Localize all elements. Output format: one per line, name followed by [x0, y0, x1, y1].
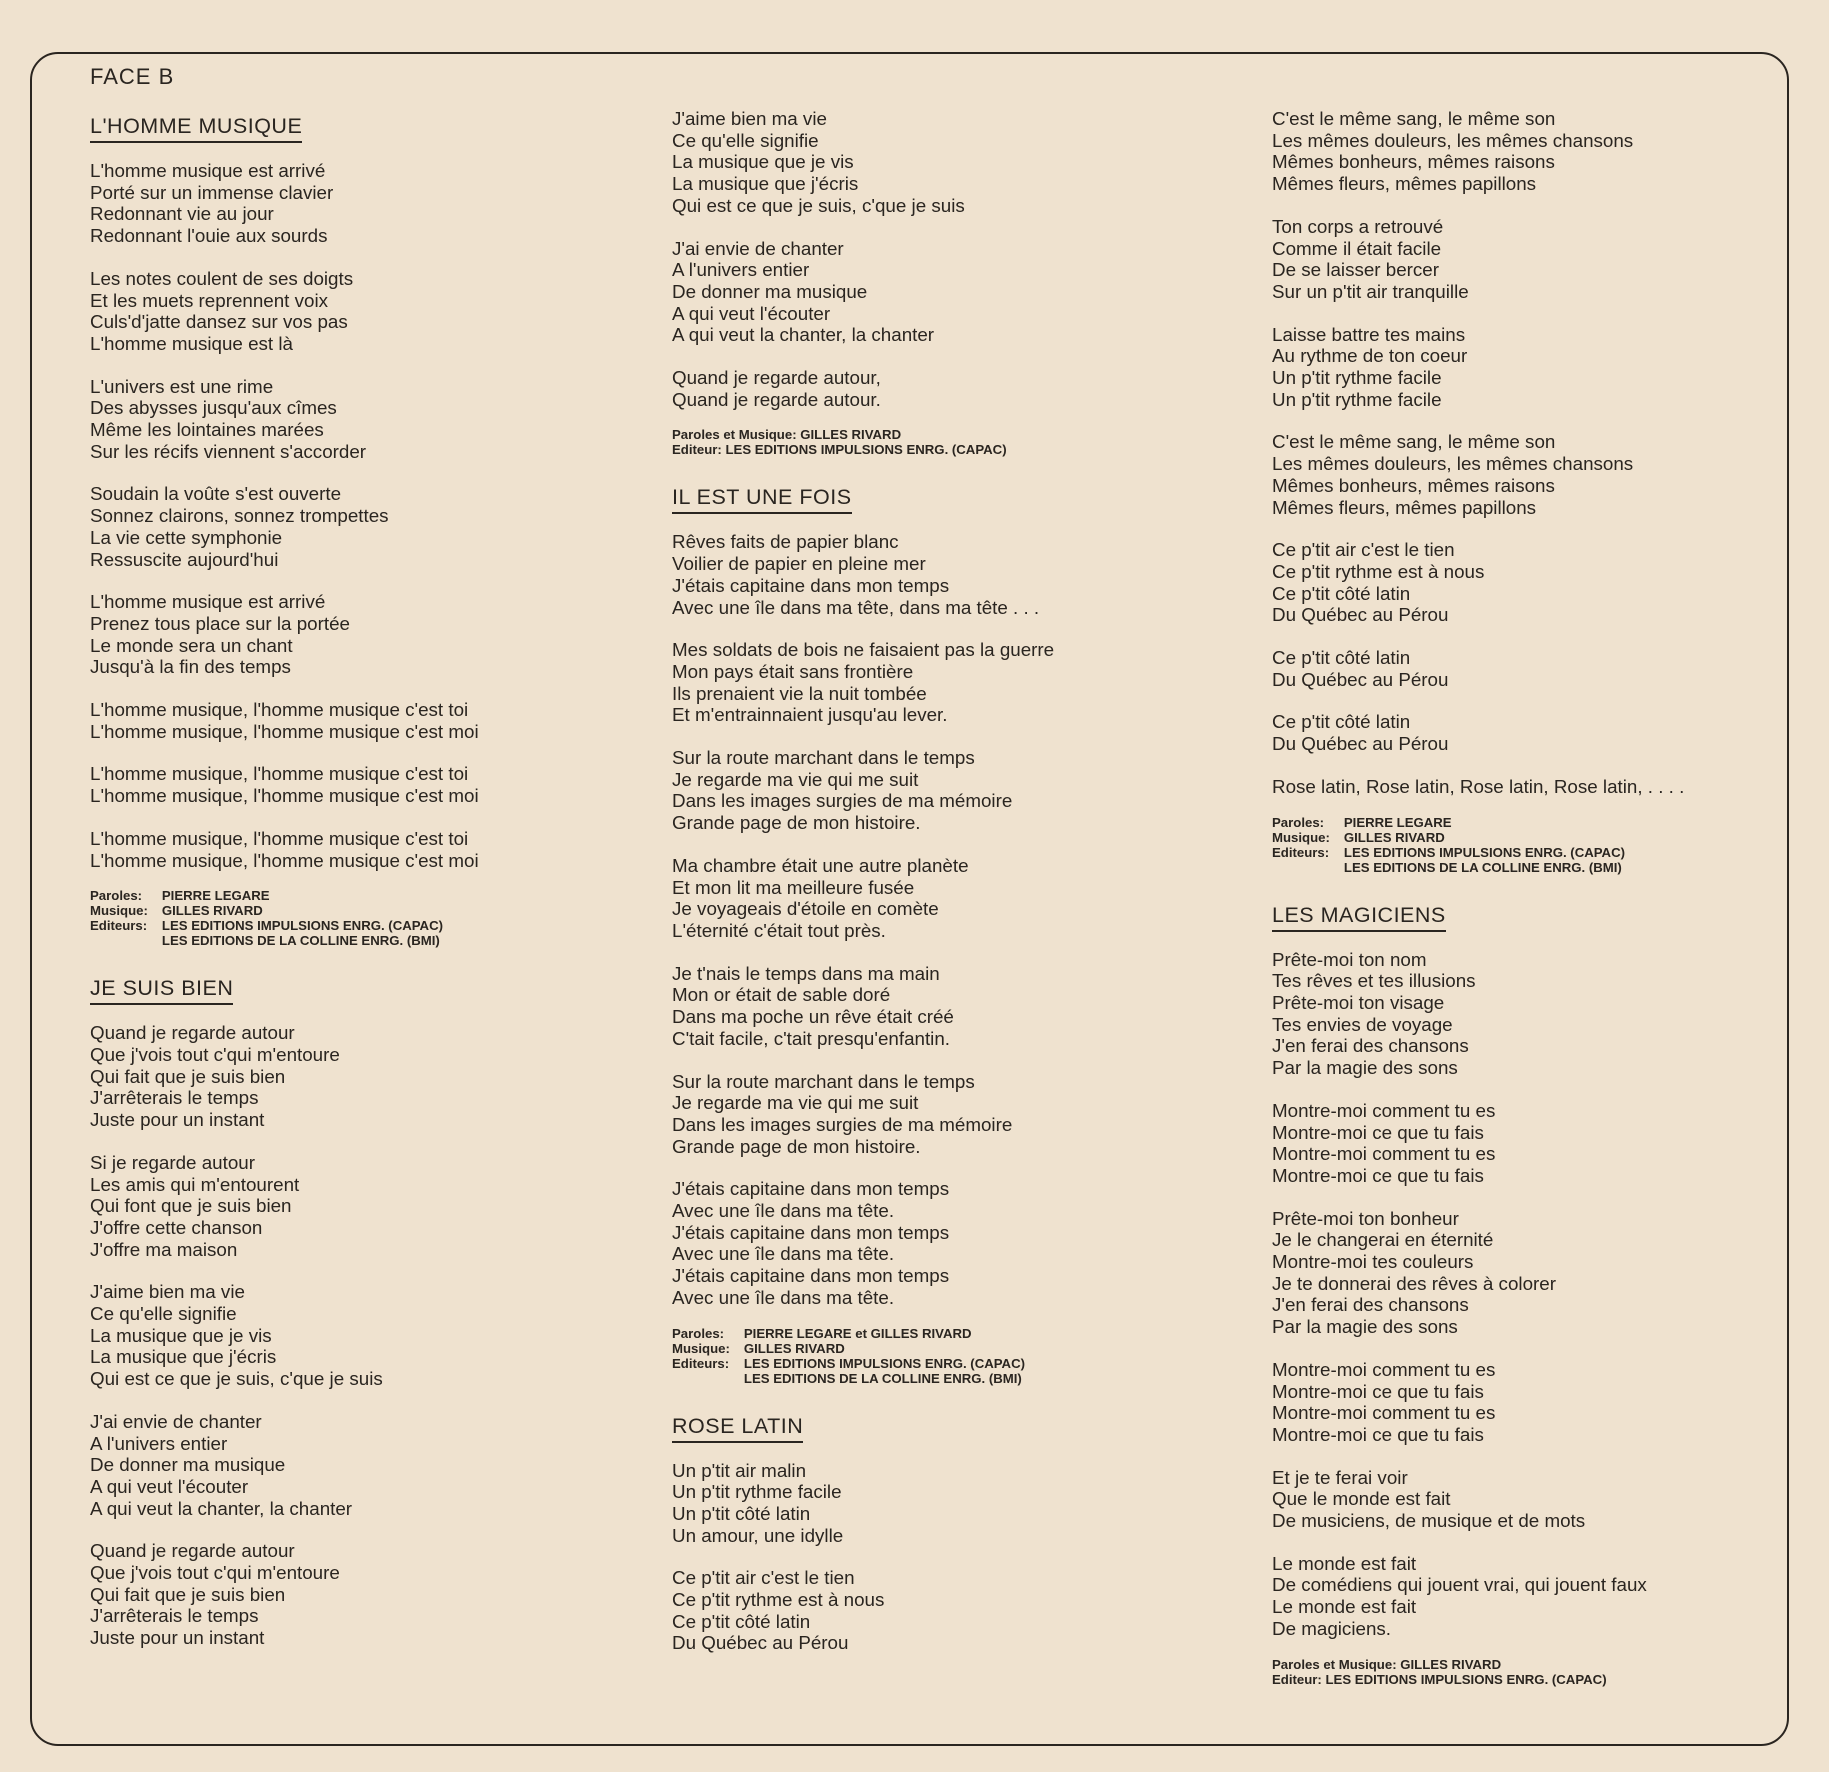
lyric-stanza [1272, 1100, 1792, 1187]
lyric-line: Mon pays était sans frontière [672, 660, 914, 682]
lyric-line: J'ai envie de chanter [672, 237, 844, 259]
lyric-line: L'homme musique est là [90, 332, 293, 354]
lyric-line: Sur les récifs viennent s'accorder [90, 440, 367, 462]
lyric-line: Et je te ferai voir [1272, 1466, 1408, 1488]
lyric-stanza [1272, 647, 1792, 690]
lyric-stanza [672, 238, 1262, 347]
lyric-line: J'aime bien ma vie [90, 1281, 245, 1303]
credit-value: PIERRE LEGARE [161, 888, 270, 904]
lyric-line: Je le changerai en éternité [1272, 1229, 1494, 1251]
lyric-line: Un p'tit air malin [672, 1459, 807, 1481]
lyric-line: Du Québec au Pérou [672, 1632, 849, 1654]
lyric-line: Par la magie des sons [1272, 1057, 1458, 1079]
song-credits [90, 888, 650, 948]
lyric-line: J'étais capitaine dans mon temps [672, 1221, 950, 1243]
credit-label: Paroles: [672, 1325, 725, 1341]
lyric-line: Ce p'tit côté latin [1272, 582, 1411, 604]
face-label: FACE B [90, 64, 175, 89]
credit-label: Editeurs: [90, 918, 148, 934]
song-title: L'HOMME MUSIQUE [90, 114, 302, 143]
lyric-line: La musique que je vis [90, 1324, 272, 1346]
lyric-line: Montre-moi tes couleurs [1272, 1251, 1474, 1273]
lyric-line: Les mêmes douleurs, les mêmes chansons [1272, 453, 1634, 475]
lyric-line: L'homme musique, l'homme musique c'est toi [90, 763, 469, 785]
lyric-line: Mêmes bonheurs, mêmes raisons [1272, 474, 1555, 496]
lyric-line: Ressuscite aujourd'hui [90, 548, 279, 570]
lyric-line: Mon or était de sable doré [672, 984, 891, 1006]
lyric-stanza [90, 763, 650, 806]
lyric-line: Ce p'tit côté latin [1272, 647, 1411, 669]
lyric-line: Dans ma poche un rêve était créé [672, 1006, 954, 1028]
lyric-stanza [672, 963, 1262, 1050]
lyric-line: J'étais capitaine dans mon temps [672, 1178, 950, 1200]
credit-label: Paroles: [90, 888, 143, 904]
lyric-line: Je regarde ma vie qui me suit [672, 768, 919, 790]
lyric-line: Prête-moi ton bonheur [1272, 1207, 1459, 1229]
lyric-line: Montre-moi comment tu es [1272, 1402, 1496, 1424]
lyric-line: De magiciens. [1272, 1617, 1391, 1639]
lyric-line: Et les muets reprennent voix [90, 289, 329, 311]
lyric-line: Sur la route marchant dans le temps [672, 1070, 975, 1092]
credit-label: Musique: [672, 1340, 730, 1356]
credit-label [90, 933, 148, 948]
lyrics-column-2 [672, 108, 1262, 1675]
lyric-line: Avec une île dans ma tête. [672, 1200, 895, 1222]
lyric-line: Prête-moi ton visage [1272, 991, 1445, 1013]
lyric-stanza [90, 376, 650, 463]
lyric-line: Ce p'tit côté latin [672, 1610, 811, 1632]
credit-value: PIERRE LEGARE et GILLES RIVARD [743, 1325, 972, 1341]
lyric-line: Qui font que je suis bien [90, 1195, 292, 1217]
lyric-line: J'offre ma maison [90, 1238, 238, 1260]
lyric-stanza [672, 367, 1262, 410]
credit-label: Paroles: [1272, 814, 1325, 830]
lyric-line: De donner ma musique [672, 280, 868, 302]
lyric-line: J'étais capitaine dans mon temps [672, 1265, 950, 1287]
credit-line: Editeur: LES EDITIONS IMPULSIONS ENRG. (CAPAC) [672, 442, 1007, 458]
lyrics-column-1 [90, 108, 650, 1670]
lyric-line: Prête-moi ton nom [1272, 948, 1427, 970]
lyric-line: A l'univers entier [672, 259, 810, 281]
lyric-stanza [1272, 1467, 1792, 1532]
credit-label: Musique: [1272, 829, 1330, 845]
lyric-line: Les mêmes douleurs, les mêmes chansons [1272, 129, 1634, 151]
lyric-line: Comme il était facile [1272, 237, 1442, 259]
lyric-line: L'homme musique, l'homme musique c'est toi [90, 699, 469, 721]
lyric-stanza [672, 1178, 1262, 1308]
song-title: ROSE LATIN [672, 1414, 803, 1443]
lyric-line: Par la magie des sons [1272, 1316, 1458, 1338]
lyric-stanza [672, 1460, 1262, 1547]
lyric-stanza [1272, 1553, 1792, 1640]
lyric-stanza [90, 591, 650, 678]
credit-value: GILLES RIVARD [161, 903, 263, 919]
lyric-line: Les notes coulent de ses doigts [90, 267, 354, 289]
lyric-line: L'homme musique, l'homme musique c'est moi [90, 785, 479, 807]
lyric-line: Le monde sera un chant [90, 634, 293, 656]
credit-value: LES EDITIONS IMPULSIONS ENRG. (CAPAC) [743, 1355, 1025, 1371]
lyric-stanza [1272, 324, 1792, 411]
lyric-line: Rose latin, Rose latin, Rose latin, Rose latin, . . . . [1272, 775, 1685, 797]
lyric-line: Ce p'tit air c'est le tien [1272, 539, 1455, 561]
lyric-line: Montre-moi comment tu es [1272, 1099, 1496, 1121]
lyric-line: Si je regarde autour [90, 1151, 255, 1173]
lyric-line: Ton corps a retrouvé [1272, 215, 1444, 237]
lyric-line: A qui veut l'écouter [90, 1475, 249, 1497]
lyric-line: Ce p'tit air c'est le tien [672, 1567, 855, 1589]
song-title-wrap [672, 479, 1262, 531]
lyric-line: Le monde est fait [1272, 1596, 1417, 1618]
lyric-line: Ce p'tit rythme est à nous [672, 1589, 885, 1611]
lyric-line: Je regarde ma vie qui me suit [672, 1092, 919, 1114]
lyric-line: Grande page de mon histoire. [672, 1135, 921, 1157]
lyric-line: A qui veut l'écouter [672, 302, 831, 324]
lyric-stanza [90, 1022, 650, 1131]
lyric-line: Ce p'tit rythme est à nous [1272, 560, 1485, 582]
lyric-stanza [672, 639, 1262, 726]
lyric-line: Un amour, une idylle [672, 1524, 844, 1546]
lyric-line: Du Québec au Pérou [1272, 733, 1449, 755]
lyric-line: De se laisser bercer [1272, 259, 1440, 281]
lyric-line: De musiciens, de musique et de mots [1272, 1510, 1586, 1532]
lyric-line: Voilier de papier en pleine mer [672, 553, 926, 575]
lyric-line: Redonnant l'ouie aux sourds [90, 225, 328, 247]
lyric-line: L'homme musique, l'homme musique c'est moi [90, 720, 479, 742]
lyric-line: Mes soldats de bois ne faisaient pas la guerre [672, 639, 1055, 661]
lyric-stanza [90, 1411, 650, 1520]
lyric-line: Que le monde est fait [1272, 1488, 1451, 1510]
lyric-line: L'homme musique est arrivé [90, 591, 326, 613]
lyric-line: Prenez tous place sur la portée [90, 612, 350, 634]
lyric-line: Montre-moi comment tu es [1272, 1358, 1496, 1380]
lyric-stanza [672, 747, 1262, 834]
lyric-line: Rêves faits de papier blanc [672, 531, 899, 553]
credit-value: LES EDITIONS IMPULSIONS ENRG. (CAPAC) [1343, 844, 1625, 860]
song-title-wrap [1272, 897, 1792, 949]
lyric-line: Le monde est fait [1272, 1552, 1417, 1574]
lyric-line: Un p'tit rythme facile [1272, 367, 1442, 389]
lyric-line: Porté sur un immense clavier [90, 181, 334, 203]
lyric-line: J'étais capitaine dans mon temps [672, 574, 950, 596]
lyric-line: A qui veut la chanter, la chanter [672, 324, 935, 346]
lyric-line: De comédiens qui jouent vrai, qui jouent faux [1272, 1574, 1647, 1596]
credit-value: LES EDITIONS IMPULSIONS ENRG. (CAPAC) [161, 918, 443, 934]
lyric-line: Un p'tit rythme facile [1272, 388, 1442, 410]
lyric-line: Laisse battre tes mains [1272, 323, 1466, 345]
lyric-line: La musique que je vis [672, 151, 854, 173]
lyric-stanza [90, 160, 650, 247]
lyric-line: Au rythme de ton coeur [1272, 345, 1468, 367]
lyric-line: Tes rêves et tes illusions [1272, 970, 1476, 992]
lyric-line: Grande page de mon histoire. [672, 812, 921, 834]
lyric-line: J'aime bien ma vie [672, 108, 827, 129]
lyric-line: Ce p'tit côté latin [1272, 711, 1411, 733]
lyric-line: Mêmes fleurs, mêmes papillons [1272, 173, 1537, 195]
lyric-line: L'homme musique est arrivé [90, 160, 326, 181]
lyric-line: Montre-moi ce que tu fais [1272, 1121, 1484, 1143]
lyric-line: Soudain la voûte s'est ouverte [90, 483, 342, 505]
lyric-line: Que j'vois tout c'qui m'entoure [90, 1043, 340, 1065]
lyric-line: Tes envies de voyage [1272, 1013, 1453, 1035]
lyric-line: Ce qu'elle signifie [672, 129, 819, 151]
lyric-line: Quand je regarde autour [90, 1022, 295, 1044]
lyric-line: Dans les images surgies de ma mémoire [672, 790, 1013, 812]
credit-value: GILLES RIVARD [1343, 829, 1445, 845]
lyric-stanza [1272, 776, 1792, 798]
lyric-stanza [90, 1540, 650, 1649]
lyric-line: L'univers est une rime [90, 375, 274, 397]
lyric-line: C'est le même sang, le même son [1272, 108, 1556, 129]
lyric-line: Du Québec au Pérou [1272, 668, 1449, 690]
lyric-stanza [672, 531, 1262, 618]
lyric-line: Juste pour un instant [90, 1109, 265, 1131]
lyric-line: Jusqu'à la fin des temps [90, 656, 291, 678]
credit-line: Editeur: LES EDITIONS IMPULSIONS ENRG. (CAPAC) [1272, 1671, 1607, 1687]
lyric-line: L'éternité c'était tout près. [672, 919, 886, 941]
lyric-stanza [90, 1281, 650, 1390]
lyric-line: Sonnez clairons, sonnez trompettes [90, 505, 389, 527]
song-credits [672, 427, 1262, 457]
lyric-stanza [672, 1071, 1262, 1158]
lyric-line: Quand je regarde autour, [672, 367, 881, 389]
credit-label [672, 1371, 730, 1386]
credit-value: PIERRE LEGARE [1343, 814, 1452, 830]
lyric-line: Que j'vois tout c'qui m'entoure [90, 1562, 340, 1584]
lyric-line: La vie cette symphonie [90, 526, 283, 548]
credit-line: Paroles et Musique: GILLES RIVARD [1272, 1656, 1502, 1672]
lyric-line: L'homme musique, l'homme musique c'est toi [90, 827, 469, 849]
lyric-line: Ils prenaient vie la nuit tombée [672, 682, 927, 704]
lyric-line: Montre-moi comment tu es [1272, 1143, 1496, 1165]
lyric-stanza [1272, 1359, 1792, 1446]
lyric-stanza [672, 855, 1262, 942]
lyric-line: Montre-moi ce que tu fais [1272, 1164, 1484, 1186]
lyric-stanza [90, 828, 650, 871]
lyric-line: Qui est ce que je suis, c'que je suis [90, 1368, 383, 1390]
lyric-line: Sur un p'tit air tranquille [1272, 280, 1469, 302]
lyric-line: A l'univers entier [90, 1432, 228, 1454]
lyric-line: Je t'nais le temps dans ma main [672, 962, 940, 984]
lyric-line: Avec une île dans ma tête. [672, 1286, 895, 1308]
lyric-stanza [90, 483, 650, 570]
lyric-line: Dans les images surgies de ma mémoire [672, 1113, 1013, 1135]
lyric-line: Mêmes fleurs, mêmes papillons [1272, 496, 1537, 518]
song-title: JE SUIS BIEN [90, 976, 233, 1005]
lyric-stanza [90, 699, 650, 742]
lyric-line: J'offre cette chanson [90, 1216, 263, 1238]
lyric-line: Quand je regarde autour. [672, 388, 881, 410]
song-credits [672, 1326, 1262, 1386]
credit-value: LES EDITIONS DE LA COLLINE ENRG. (BMI) [743, 1370, 1022, 1386]
lyric-line: Montre-moi ce que tu fais [1272, 1423, 1484, 1445]
lyric-line: J'arrêterais le temps [90, 1605, 259, 1627]
lyric-line: Redonnant vie au jour [90, 203, 274, 225]
lyric-stanza [1272, 108, 1792, 195]
lyric-line: Qui est ce que je suis, c'que je suis [672, 194, 965, 216]
lyric-line: Ma chambre était une autre planète [672, 854, 969, 876]
song-title-wrap [90, 108, 650, 160]
lyrics-column-3 [1272, 108, 1792, 1709]
credit-label: Musique: [90, 903, 148, 919]
lyric-line: J'en ferai des chansons [1272, 1035, 1469, 1057]
lyric-line: C'tait facile, c'tait presqu'enfantin. [672, 1027, 951, 1049]
lyric-line: La musique que j'écris [90, 1346, 277, 1368]
lyric-stanza [1272, 711, 1792, 754]
lyric-stanza [1272, 539, 1792, 626]
lyric-line: C'est le même sang, le même son [1272, 431, 1556, 453]
lyric-line: Sur la route marchant dans le temps [672, 747, 975, 769]
lyric-line: Quand je regarde autour [90, 1540, 295, 1562]
lyric-stanza [672, 1567, 1262, 1654]
lyric-stanza [672, 108, 1262, 217]
lyric-line: L'homme musique, l'homme musique c'est moi [90, 849, 479, 871]
lyric-line: Avec une île dans ma tête. [672, 1243, 895, 1265]
lyric-line: Je te donnerai des rêves à colorer [1272, 1272, 1556, 1294]
lyric-line: De donner ma musique [90, 1454, 286, 1476]
credit-label: Editeurs: [672, 1355, 730, 1371]
lyric-stanza [1272, 1208, 1792, 1338]
credit-value: LES EDITIONS DE LA COLLINE ENRG. (BMI) [1343, 859, 1622, 875]
lyric-line: Un p'tit rythme facile [672, 1481, 842, 1503]
lyric-line: Les amis qui m'entourent [90, 1173, 300, 1195]
lyric-line: Qui fait que je suis bien [90, 1583, 286, 1605]
lyric-line: J'ai envie de chanter [90, 1410, 262, 1432]
credit-value: GILLES RIVARD [743, 1340, 845, 1356]
credit-line: Paroles et Musique: GILLES RIVARD [672, 427, 902, 443]
lyric-stanza [1272, 216, 1792, 303]
lyric-stanza [1272, 949, 1792, 1079]
lyric-line: Je voyageais d'étoile en comète [672, 898, 939, 920]
song-title: IL EST UNE FOIS [672, 485, 852, 514]
song-title-wrap [672, 1408, 1262, 1460]
song-title-wrap [90, 970, 650, 1022]
song-credits [1272, 815, 1792, 875]
lyric-line: Montre-moi ce que tu fais [1272, 1380, 1484, 1402]
credit-label [1272, 860, 1330, 875]
lyric-stanza [90, 1152, 650, 1261]
lyric-line: Et m'entrainnaient jusqu'au lever. [672, 704, 948, 726]
credit-label: Editeurs: [1272, 844, 1330, 860]
lyric-line: Avec une île dans ma tête, dans ma tête . . . [672, 596, 1040, 618]
lyric-line: Même les lointaines marées [90, 419, 324, 441]
credit-value: LES EDITIONS DE LA COLLINE ENRG. (BMI) [161, 933, 440, 949]
lyric-line: Du Québec au Pérou [1272, 604, 1449, 626]
lyric-line: Des abysses jusqu'aux cîmes [90, 397, 337, 419]
lyric-line: Ce qu'elle signifie [90, 1303, 237, 1325]
lyric-line: Un p'tit côté latin [672, 1502, 811, 1524]
lyric-stanza [1272, 431, 1792, 518]
lyric-stanza [90, 268, 650, 355]
song-credits [1272, 1657, 1792, 1687]
lyric-line: Juste pour un instant [90, 1627, 265, 1649]
lyric-line: Et mon lit ma meilleure fusée [672, 876, 915, 898]
lyric-line: Qui fait que je suis bien [90, 1065, 286, 1087]
lyric-line: Mêmes bonheurs, mêmes raisons [1272, 151, 1555, 173]
lyric-line: A qui veut la chanter, la chanter [90, 1497, 353, 1519]
song-title: LES MAGICIENS [1272, 903, 1446, 932]
lyric-line: Culs'd'jatte dansez sur vos pas [90, 311, 348, 333]
lyric-line: J'en ferai des chansons [1272, 1294, 1469, 1316]
lyric-line: J'arrêterais le temps [90, 1087, 259, 1109]
lyric-line: La musique que j'écris [672, 173, 859, 195]
